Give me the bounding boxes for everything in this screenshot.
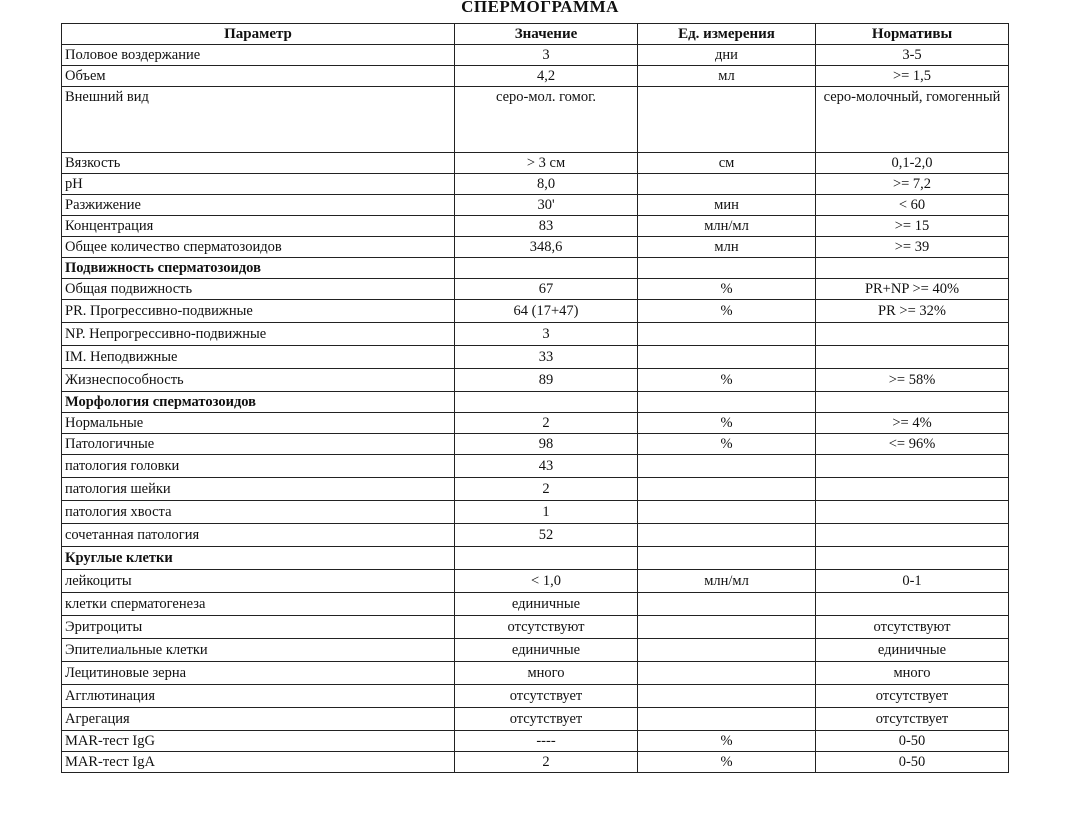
cell-norm: отсутствует xyxy=(816,708,1009,731)
table-row xyxy=(62,323,1009,346)
header-unit: Ед. измерения xyxy=(638,24,816,45)
cell-value: 8,0 xyxy=(455,174,638,195)
cell-param: pH xyxy=(62,174,455,195)
cell-value: 43 xyxy=(455,455,638,478)
cell-value: 67 xyxy=(455,279,638,300)
cell-value: 3 xyxy=(455,45,638,66)
cell-param: Половое воздержание xyxy=(62,45,455,66)
table-row xyxy=(62,45,1009,66)
cell-norm: <= 96% xyxy=(816,434,1009,455)
cell-norm xyxy=(816,501,1009,524)
cell-unit xyxy=(638,639,816,662)
cell-unit xyxy=(638,685,816,708)
cell-value: 64 (17+47) xyxy=(455,300,638,323)
table-row xyxy=(62,300,1009,323)
cell-unit xyxy=(638,662,816,685)
cell-unit xyxy=(638,547,816,570)
cell-unit: мл xyxy=(638,66,816,87)
cell-norm xyxy=(816,455,1009,478)
table-row xyxy=(62,87,1009,153)
table-row xyxy=(62,174,1009,195)
table-row xyxy=(62,455,1009,478)
table-row xyxy=(62,616,1009,639)
cell-param: Объем xyxy=(62,66,455,87)
section-title: Круглые клетки xyxy=(62,547,455,570)
table-row xyxy=(62,708,1009,731)
table-row xyxy=(62,66,1009,87)
cell-param: Агрегация xyxy=(62,708,455,731)
section-row xyxy=(62,392,1009,413)
header-value: Значение xyxy=(455,24,638,45)
table-row xyxy=(62,593,1009,616)
cell-value: единичные xyxy=(455,593,638,616)
table-row xyxy=(62,478,1009,501)
cell-norm xyxy=(816,346,1009,369)
table-row xyxy=(62,346,1009,369)
cell-norm: >= 15 xyxy=(816,216,1009,237)
cell-param: сочетанная патология xyxy=(62,524,455,547)
cell-norm: отсутствует xyxy=(816,685,1009,708)
cell-param: патология хвоста xyxy=(62,501,455,524)
cell-unit xyxy=(638,258,816,279)
spermogram-table xyxy=(61,23,1009,773)
header-norm: Нормативы xyxy=(816,24,1009,45)
cell-unit: % xyxy=(638,752,816,773)
cell-param: клетки сперматогенеза xyxy=(62,593,455,616)
cell-param: лейкоциты xyxy=(62,570,455,593)
cell-norm: >= 58% xyxy=(816,369,1009,392)
cell-unit xyxy=(638,455,816,478)
cell-norm: серо-молочный, гомогенный xyxy=(816,87,1009,153)
cell-unit xyxy=(638,478,816,501)
cell-unit: % xyxy=(638,434,816,455)
cell-param: Концентрация xyxy=(62,216,455,237)
table-header-row xyxy=(62,24,1009,45)
cell-param: Агглютинация xyxy=(62,685,455,708)
cell-unit xyxy=(638,501,816,524)
cell-value: 89 xyxy=(455,369,638,392)
cell-value xyxy=(455,547,638,570)
table-row xyxy=(62,237,1009,258)
cell-norm: 0-1 xyxy=(816,570,1009,593)
cell-norm xyxy=(816,547,1009,570)
cell-param: Разжижение xyxy=(62,195,455,216)
cell-norm: 0-50 xyxy=(816,731,1009,752)
cell-norm xyxy=(816,258,1009,279)
table-row xyxy=(62,216,1009,237)
cell-norm: 0,1-2,0 xyxy=(816,153,1009,174)
cell-norm: PR >= 32% xyxy=(816,300,1009,323)
cell-value: > 3 см xyxy=(455,153,638,174)
cell-param: Внешний вид xyxy=(62,87,455,153)
cell-norm: < 60 xyxy=(816,195,1009,216)
cell-unit xyxy=(638,708,816,731)
table-row xyxy=(62,685,1009,708)
cell-unit xyxy=(638,323,816,346)
cell-param: Патологичные xyxy=(62,434,455,455)
cell-param: NP. Непрогрессивно-подвижные xyxy=(62,323,455,346)
cell-norm: 3-5 xyxy=(816,45,1009,66)
table-row xyxy=(62,639,1009,662)
cell-value: 2 xyxy=(455,752,638,773)
section-title: Морфология сперматозоидов xyxy=(62,392,455,413)
cell-unit xyxy=(638,392,816,413)
cell-unit xyxy=(638,616,816,639)
cell-norm xyxy=(816,478,1009,501)
section-row xyxy=(62,258,1009,279)
table-row xyxy=(62,752,1009,773)
cell-value: серо-мол. гомог. xyxy=(455,87,638,153)
table-row xyxy=(62,731,1009,752)
table-row xyxy=(62,434,1009,455)
table-row xyxy=(62,195,1009,216)
cell-unit: % xyxy=(638,413,816,434)
cell-value: < 1,0 xyxy=(455,570,638,593)
cell-param: Общее количество сперматозоидов xyxy=(62,237,455,258)
cell-value: отсутствует xyxy=(455,708,638,731)
cell-norm xyxy=(816,323,1009,346)
cell-param: MAR-тест IgG xyxy=(62,731,455,752)
cell-value: 2 xyxy=(455,478,638,501)
cell-unit: % xyxy=(638,369,816,392)
cell-unit: % xyxy=(638,300,816,323)
cell-value: 3 xyxy=(455,323,638,346)
cell-unit: % xyxy=(638,731,816,752)
cell-norm: >= 39 xyxy=(816,237,1009,258)
cell-value: ---- xyxy=(455,731,638,752)
cell-param: Общая подвижность xyxy=(62,279,455,300)
cell-norm: >= 1,5 xyxy=(816,66,1009,87)
cell-value: 348,6 xyxy=(455,237,638,258)
header-param: Параметр xyxy=(62,24,455,45)
cell-unit: см xyxy=(638,153,816,174)
cell-value: 52 xyxy=(455,524,638,547)
cell-param: Лецитиновые зерна xyxy=(62,662,455,685)
cell-param: патология головки xyxy=(62,455,455,478)
table-row xyxy=(62,413,1009,434)
cell-param: патология шейки xyxy=(62,478,455,501)
document-title: СПЕРМОГРАММА xyxy=(461,0,619,16)
cell-norm xyxy=(816,593,1009,616)
cell-unit: мин xyxy=(638,195,816,216)
cell-unit: млн/мл xyxy=(638,216,816,237)
table-row xyxy=(62,501,1009,524)
cell-value: 1 xyxy=(455,501,638,524)
cell-norm: PR+NP >= 40% xyxy=(816,279,1009,300)
cell-param: Эпителиальные клетки xyxy=(62,639,455,662)
cell-norm: отсутствуют xyxy=(816,616,1009,639)
table-row xyxy=(62,662,1009,685)
table-row xyxy=(62,153,1009,174)
cell-norm: много xyxy=(816,662,1009,685)
cell-norm: единичные xyxy=(816,639,1009,662)
cell-unit: % xyxy=(638,279,816,300)
cell-param: Жизнеспособность xyxy=(62,369,455,392)
cell-unit xyxy=(638,346,816,369)
cell-value: единичные xyxy=(455,639,638,662)
cell-param: PR. Прогрессивно-подвижные xyxy=(62,300,455,323)
cell-unit: дни xyxy=(638,45,816,66)
cell-param: Вязкость xyxy=(62,153,455,174)
cell-value: 30' xyxy=(455,195,638,216)
cell-param: Нормальные xyxy=(62,413,455,434)
cell-norm: >= 4% xyxy=(816,413,1009,434)
cell-value xyxy=(455,258,638,279)
cell-unit xyxy=(638,87,816,153)
table-row xyxy=(62,369,1009,392)
cell-norm xyxy=(816,392,1009,413)
cell-value: 33 xyxy=(455,346,638,369)
cell-param: MAR-тест IgA xyxy=(62,752,455,773)
cell-value: много xyxy=(455,662,638,685)
cell-norm: 0-50 xyxy=(816,752,1009,773)
section-row xyxy=(62,547,1009,570)
cell-unit xyxy=(638,593,816,616)
cell-param: Эритроциты xyxy=(62,616,455,639)
table-row xyxy=(62,524,1009,547)
cell-norm xyxy=(816,524,1009,547)
table-row xyxy=(62,279,1009,300)
table-row xyxy=(62,570,1009,593)
cell-param: IM. Неподвижные xyxy=(62,346,455,369)
cell-unit: млн/мл xyxy=(638,570,816,593)
cell-norm: >= 7,2 xyxy=(816,174,1009,195)
cell-value: 83 xyxy=(455,216,638,237)
cell-unit xyxy=(638,524,816,547)
cell-unit xyxy=(638,174,816,195)
section-title: Подвижность сперматозоидов xyxy=(62,258,455,279)
cell-value: 4,2 xyxy=(455,66,638,87)
cell-value: отсутствуют xyxy=(455,616,638,639)
cell-value: 2 xyxy=(455,413,638,434)
cell-unit: млн xyxy=(638,237,816,258)
cell-value: 98 xyxy=(455,434,638,455)
cell-value: отсутствует xyxy=(455,685,638,708)
cell-value xyxy=(455,392,638,413)
